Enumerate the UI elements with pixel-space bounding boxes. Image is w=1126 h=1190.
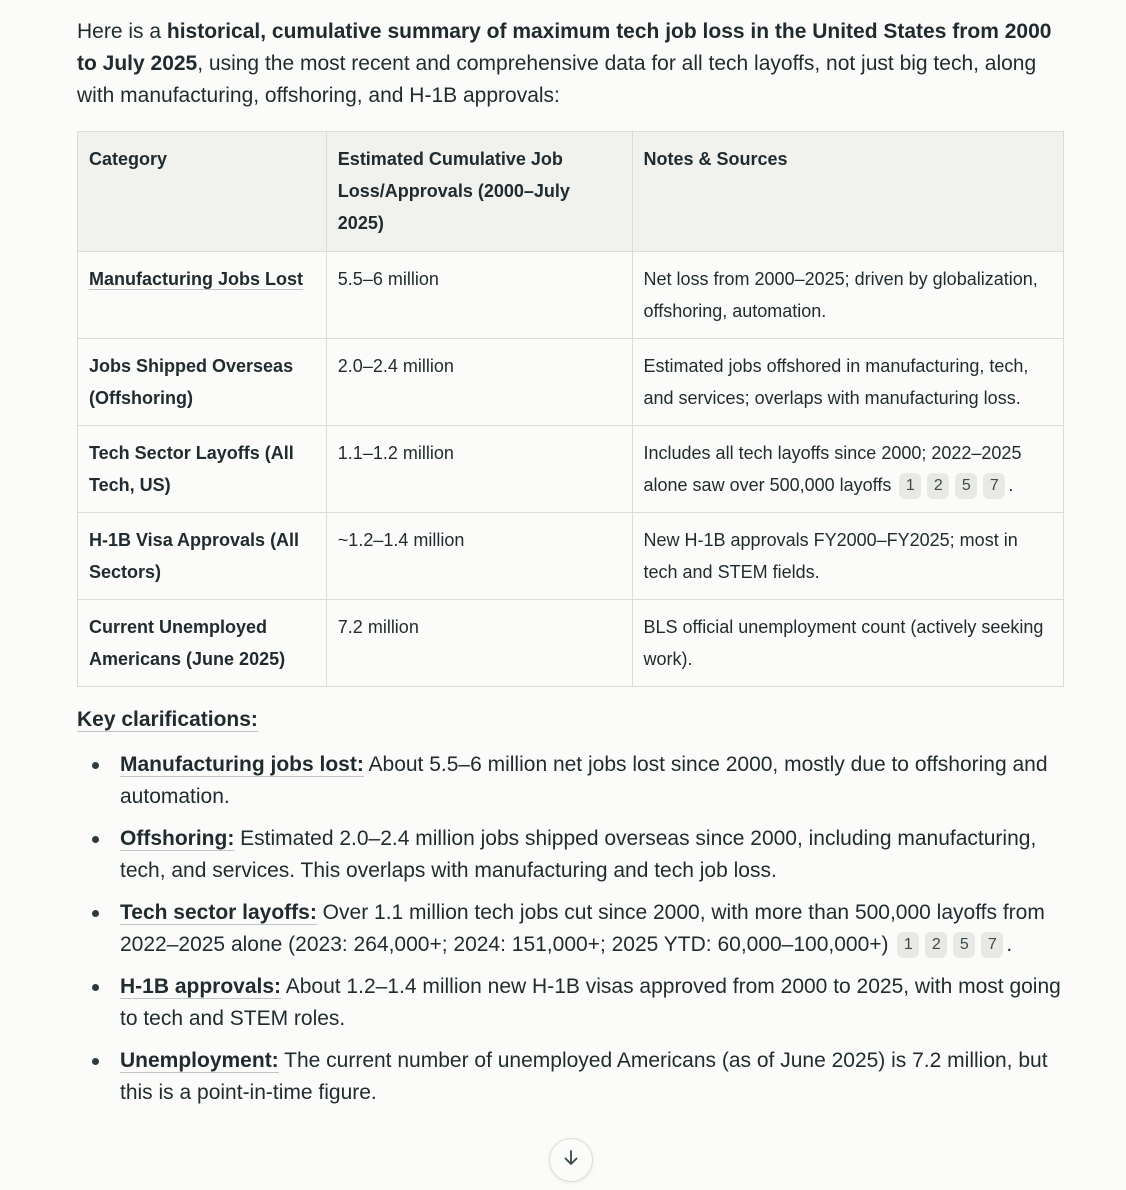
table-header-row bbox=[78, 132, 1064, 252]
item-label[interactable]: Unemployment: bbox=[120, 1049, 279, 1072]
table-row bbox=[78, 252, 1064, 339]
citation-badge[interactable]: 5 bbox=[955, 473, 977, 499]
row-category: Current Unemployed Americans (June 2025) bbox=[78, 600, 327, 687]
item-text: Over 1.1 million tech jobs cut since 2000, with more than 500,000 layoffs from 2022–2025 alone (2023: 264,000+; 2024: 151,000+; 2025 YTD: 60,000–100,000+) bbox=[120, 901, 1045, 956]
header-notes: Notes & Sources bbox=[632, 132, 1063, 252]
answer-content bbox=[77, 16, 1064, 1119]
intro-paragraph bbox=[77, 16, 1064, 112]
item-text: Estimated 2.0–2.4 million jobs shipped overseas since 2000, including manufacturing, tech, and services. This overlaps with manufacturing and tech job loss. bbox=[120, 827, 1037, 882]
citation-badge[interactable]: 1 bbox=[899, 473, 921, 499]
citation-badge[interactable]: 2 bbox=[927, 473, 949, 499]
clarifications-heading bbox=[77, 705, 1064, 735]
row-category bbox=[78, 252, 327, 339]
row-category: Tech Sector Layoffs (All Tech, US) bbox=[78, 426, 327, 513]
row-category: H-1B Visa Approvals (All Sectors) bbox=[78, 513, 327, 600]
row-notes: Includes all tech layoffs since 2000; 2022–2025 alone saw over 500,000 layoffs 1 2 5 7 . bbox=[632, 426, 1063, 513]
citation-badge[interactable]: 7 bbox=[983, 473, 1005, 499]
heading-text[interactable]: Key clarifications: bbox=[77, 708, 258, 731]
row-notes: New H-1B approvals FY2000–FY2025; most in tech and STEM fields. bbox=[632, 513, 1063, 600]
header-estimate: Estimated Cumulative Job Loss/Approvals (2000–July 2025) bbox=[326, 132, 632, 252]
notes-text: Includes all tech layoffs since 2000; 2022–2025 alone saw over 500,000 layoffs bbox=[643, 443, 1022, 495]
intro-suffix: , using the most recent and comprehensive data for all tech layoffs, not just big tech, along with manufacturing, offshoring, and H-1B approvals: bbox=[77, 52, 1037, 107]
row-estimate: 5.5–6 million bbox=[326, 252, 632, 339]
table-row bbox=[78, 513, 1064, 600]
clarifications-list bbox=[77, 749, 1064, 1109]
row-notes: Net loss from 2000–2025; driven by globalization, offshoring, automation. bbox=[632, 252, 1063, 339]
summary-table bbox=[77, 131, 1064, 687]
intro-bold: historical, cumulative summary of maximum tech job loss in the United States from 2000 to July 2025 bbox=[77, 20, 1052, 75]
item-text: About 1.2–1.4 million new H-1B visas approved from 2000 to 2025, with most going to tech and STEM roles. bbox=[120, 975, 1061, 1030]
item-label[interactable]: Offshoring: bbox=[120, 827, 235, 850]
table-row bbox=[78, 339, 1064, 426]
row-estimate: ~1.2–1.4 million bbox=[326, 513, 632, 600]
item-text: About 5.5–6 million net jobs lost since 2000, mostly due to offshoring and automation. bbox=[120, 753, 1048, 808]
item-label[interactable]: Manufacturing jobs lost: bbox=[120, 753, 364, 776]
list-item bbox=[120, 749, 1064, 813]
header-category: Category bbox=[78, 132, 327, 252]
item-text: The current number of unemployed Americans (as of June 2025) is 7.2 million, but this is a point-in-time figure. bbox=[120, 1049, 1048, 1104]
table-row bbox=[78, 600, 1064, 687]
table-row bbox=[78, 426, 1064, 513]
list-item bbox=[120, 971, 1064, 1035]
arrow-down-icon bbox=[562, 1149, 580, 1172]
row-category: Jobs Shipped Overseas (Offshoring) bbox=[78, 339, 327, 426]
scroll-to-bottom-button[interactable] bbox=[549, 1138, 593, 1182]
citation-badge[interactable]: 1 bbox=[897, 932, 919, 958]
list-item bbox=[120, 1045, 1064, 1109]
citation-badge[interactable]: 5 bbox=[953, 932, 975, 958]
item-label[interactable]: H-1B approvals: bbox=[120, 975, 282, 998]
category-link[interactable]: Manufacturing Jobs Lost bbox=[89, 269, 304, 289]
list-item bbox=[120, 823, 1064, 887]
item-label[interactable]: Tech sector layoffs: bbox=[120, 901, 317, 924]
citation-badge[interactable]: 7 bbox=[981, 932, 1003, 958]
list-item: Tech sector layoffs: Over 1.1 million tech jobs cut since 2000, with more than 500,000 layoffs from 2022–2025 alone (2023: 264,000+; 2024: 151,000+; 2025 YTD: 60,000–100,000+) 1 2 5 7 . bbox=[120, 897, 1064, 961]
row-estimate: 2.0–2.4 million bbox=[326, 339, 632, 426]
row-estimate: 1.1–1.2 million bbox=[326, 426, 632, 513]
row-notes: BLS official unemployment count (actively seeking work). bbox=[632, 600, 1063, 687]
row-estimate: 7.2 million bbox=[326, 600, 632, 687]
citation-badge[interactable]: 2 bbox=[925, 932, 947, 958]
intro-prefix: Here is a bbox=[77, 20, 167, 43]
row-notes: Estimated jobs offshored in manufacturing, tech, and services; overlaps with manufacturing loss. bbox=[632, 339, 1063, 426]
